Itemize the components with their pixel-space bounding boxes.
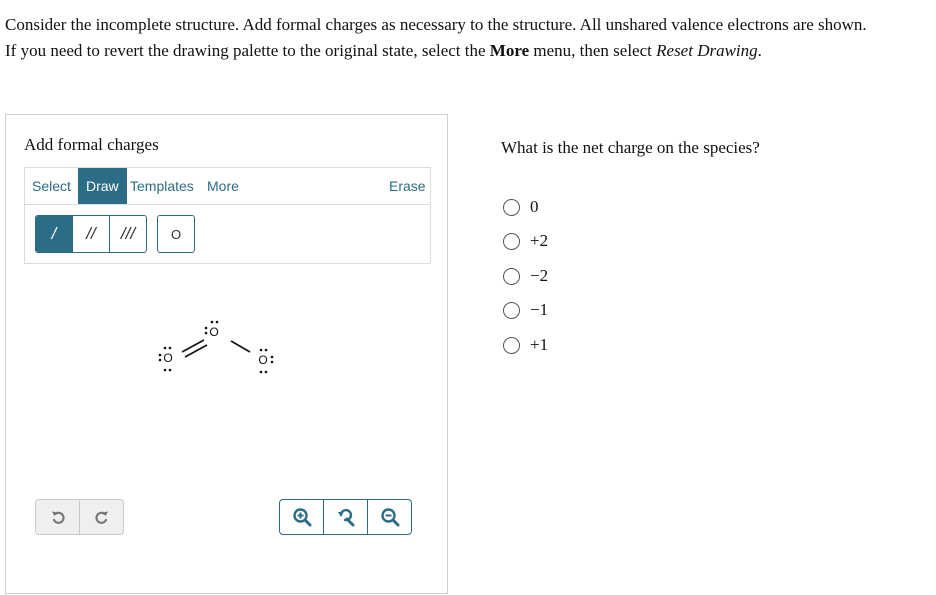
redo-icon <box>94 509 110 525</box>
redo-button[interactable] <box>80 500 123 534</box>
menu-select[interactable]: Select <box>32 178 71 194</box>
instruction-reset-drawing: Reset Drawing <box>656 41 758 60</box>
lone-pair-electron <box>271 356 274 359</box>
triple-bond-button[interactable]: /// <box>120 224 136 243</box>
tool-row <box>24 205 431 264</box>
history-group <box>35 499 124 535</box>
answer-option[interactable] <box>503 230 548 252</box>
radio-button[interactable] <box>503 337 520 354</box>
answer-label: +1 <box>530 335 549 354</box>
lone-pair-electron <box>271 361 274 364</box>
atom-left-oxygen: O <box>163 351 173 365</box>
radio-button[interactable] <box>503 268 520 285</box>
answer-option[interactable] <box>503 299 548 321</box>
answer-label: +2 <box>530 231 549 250</box>
instruction-text: If you need to revert the drawing palette to the original state, select the <box>5 41 490 60</box>
drawing-panel <box>5 114 448 594</box>
double-bond-line <box>182 340 204 352</box>
instruction-text: . <box>757 41 762 60</box>
lone-pair-electron <box>260 349 263 352</box>
radio-button[interactable] <box>503 199 520 216</box>
zoom-controls <box>279 499 412 535</box>
lone-pair-electron <box>260 371 263 374</box>
menu-draw[interactable]: Draw <box>78 168 127 204</box>
zoom-in-button[interactable] <box>280 500 324 534</box>
radio-button[interactable] <box>503 302 520 319</box>
drawing-toolbar <box>24 167 431 205</box>
double-bond-line <box>185 345 207 357</box>
instruction-more-bold: More <box>489 41 530 60</box>
answer-label: −1 <box>530 300 549 319</box>
zoom-in-icon <box>292 507 312 527</box>
reset-zoom-icon <box>336 507 356 527</box>
question-text: What is the net charge on the species? <box>501 138 760 157</box>
answer-option[interactable] <box>503 265 548 287</box>
zoom-out-icon <box>380 507 400 527</box>
lone-pair-electron <box>211 321 214 324</box>
answer-option[interactable] <box>503 196 539 218</box>
single-bond-button[interactable]: / <box>36 216 73 252</box>
undo-button[interactable] <box>36 500 80 534</box>
lone-pair-electron <box>159 354 162 357</box>
bond-tool-group <box>35 215 147 253</box>
answer-label: 0 <box>530 197 539 216</box>
lone-pair-electron <box>265 371 268 374</box>
atom-center-oxygen: O <box>209 325 219 339</box>
lone-pair-electron <box>159 359 162 362</box>
lone-pair-electron <box>164 369 167 372</box>
radio-button[interactable] <box>503 233 520 250</box>
oxygen-atom-button[interactable]: O <box>157 215 195 253</box>
undo-icon <box>50 509 66 525</box>
reset-zoom-button[interactable] <box>324 500 368 534</box>
answer-label: −2 <box>530 266 549 285</box>
lone-pair-electron <box>164 347 167 350</box>
menu-templates[interactable]: Templates <box>130 178 194 194</box>
instruction-line-1: Consider the incomplete structure. Add formal charges as necessary to the structure. All unshared valence electrons are shown. <box>5 15 867 34</box>
lone-pair-electron <box>205 332 208 335</box>
zoom-out-button[interactable] <box>368 500 411 534</box>
lone-pair-electron <box>169 369 172 372</box>
menu-more[interactable]: More <box>207 178 239 194</box>
answer-option[interactable] <box>503 334 548 356</box>
instruction-text: menu, then select <box>529 41 657 60</box>
single-bond-line <box>231 341 250 352</box>
lone-pair-electron <box>265 349 268 352</box>
menu-erase[interactable]: Erase <box>389 178 426 194</box>
lone-pair-electron <box>216 321 219 324</box>
double-bond-button[interactable]: // <box>73 216 110 252</box>
atom-right-oxygen: O <box>258 353 268 367</box>
instruction-line-2 <box>5 41 762 61</box>
panel-title: Add formal charges <box>24 135 159 154</box>
lone-pair-electron <box>169 347 172 350</box>
lone-pair-electron <box>205 327 208 330</box>
